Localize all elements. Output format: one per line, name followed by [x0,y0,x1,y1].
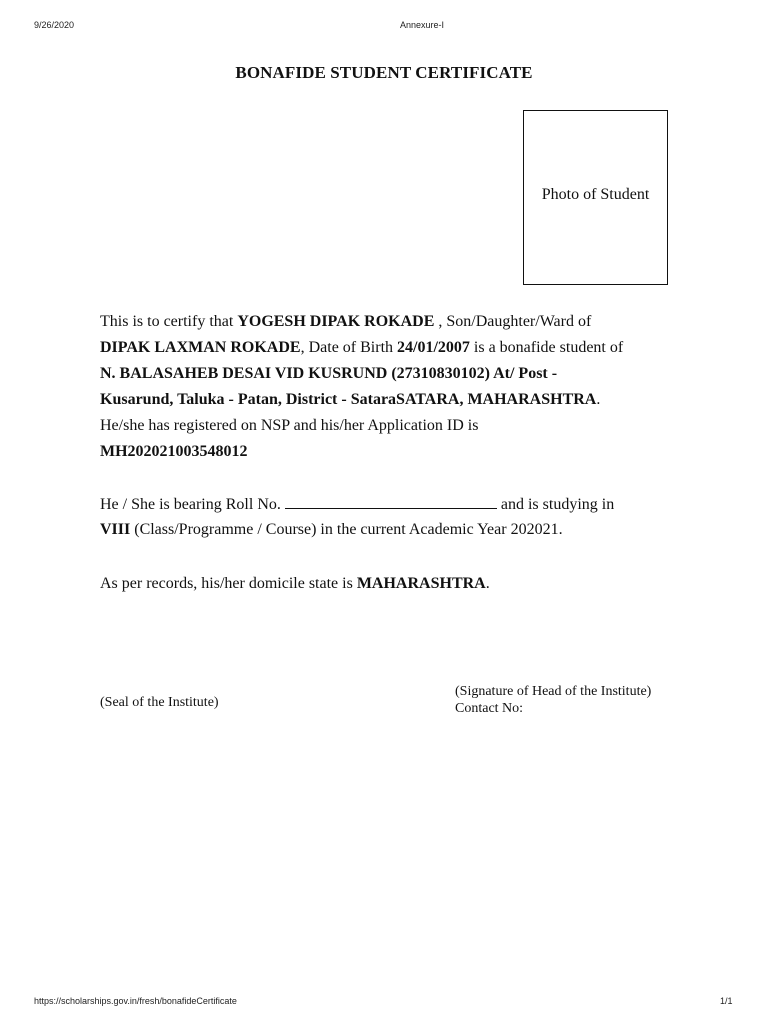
para1-line3 [100,364,557,384]
signature-label: (Signature of Head of the Institute) [455,684,652,699]
para3-line1 [100,574,490,594]
student-class: VIII [100,521,131,538]
contact-label: Contact No: [455,701,524,716]
page-number: 1/1 [720,996,733,1006]
institute-name: N. BALASAHEB DESAI VID KUSRUND (27310830102) At/ Post - [100,365,558,382]
roll-no-blank [285,494,497,509]
roll-no-text: He / She is bearing Roll No. [100,496,285,513]
print-page-title: Annexure-I [400,20,445,30]
domicile-state: MAHARASHTRA [356,575,486,592]
photo-placeholder-box [523,110,668,285]
para1-line6 [100,442,248,462]
certify-text: This is to certify that [100,313,238,330]
para1-line2 [100,338,623,358]
academic-year-text: (Class/Programme / Course) in the current Academic Year 202021. [130,521,563,538]
seal-label: (Seal of the Institute) [100,695,219,710]
photo-placeholder-label: Photo of Student [541,186,650,203]
para2-line1 [100,494,614,515]
nsp-registration-text: He/she has registered on NSP and his/her Application ID is [100,417,479,434]
institute-address: Kusarund, Taluka - Patan, District - SataraSATARA, MAHARASHTRA [100,391,597,408]
date-of-birth: 24/01/2007 [397,339,470,356]
print-date: 9/26/2020 [34,20,75,30]
ward-of-text: , Son/Daughter/Ward of [434,313,592,330]
period: . [596,391,601,408]
dob-prefix-text: , Date of Birth [300,339,398,356]
parent-name: DIPAK LAXMAN ROKADE [100,339,301,356]
domicile-text: As per records, his/her domicile state is [100,575,357,592]
certificate-title: BONAFIDE STUDENT CERTIFICATE [235,63,533,82]
para1-line5 [100,416,478,436]
student-name: YOGESH DIPAK ROKADE [237,313,435,330]
application-id: MH202021003548012 [100,443,248,460]
para2-line2 [100,520,563,540]
print-url: https://scholarships.gov.in/fresh/bonafideCertificate [34,996,237,1006]
studying-in-text: and is studying in [496,496,615,513]
bonafide-text: is a bonafide student of [469,339,624,356]
para1-line1 [100,312,591,332]
period: . [485,575,490,592]
para1-line4 [100,390,600,410]
